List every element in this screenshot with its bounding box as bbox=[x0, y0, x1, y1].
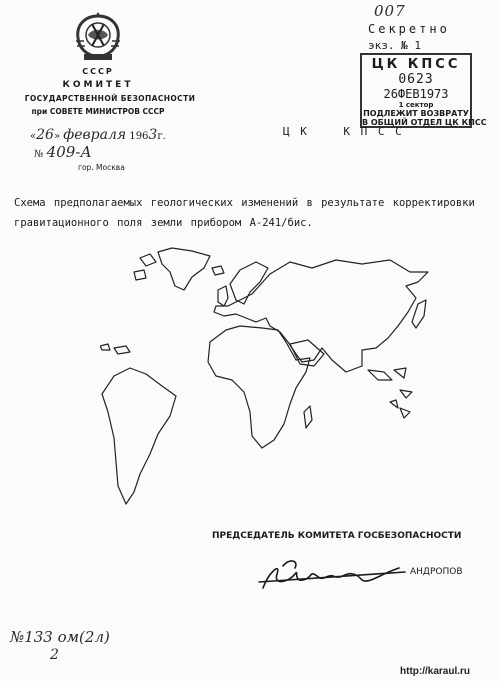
iceland-shape bbox=[212, 266, 224, 275]
stamp-date: 26ФЕВ1973 bbox=[383, 87, 449, 101]
greenland-shape bbox=[158, 248, 210, 290]
eurasia-shape bbox=[214, 260, 428, 372]
council-label: при СОВЕТЕ МИНИСТРОВ СССР bbox=[31, 107, 165, 116]
arctic-island-shape bbox=[134, 270, 146, 280]
secret-label: Секретно bbox=[368, 22, 450, 36]
world-map-outline bbox=[100, 242, 500, 512]
copy-label: экз. № 1 bbox=[368, 39, 421, 52]
state-security-label: ГОСУДАРСТВЕННОЙ БЕЗОПАСНОСТИ bbox=[24, 94, 196, 103]
indonesia-shape bbox=[368, 370, 392, 380]
signature-mark bbox=[255, 552, 415, 597]
map-caption: Схема предполагаемых геологических изменений в результате корректировки гравитационного поля земли прибором А-241/бис. bbox=[14, 197, 475, 229]
stamp-department: В ОБЩИЙ ОТДЕЛ ЦК КПСС bbox=[362, 118, 487, 127]
committee-label: КОМИТЕТ bbox=[62, 80, 134, 90]
handwritten-number: 007 bbox=[374, 2, 406, 20]
south-america-shape bbox=[102, 368, 176, 504]
stamp-return-note: ПОДЛЕЖИТ ВОЗВРАТУ bbox=[363, 109, 469, 118]
japan-shape bbox=[412, 300, 426, 328]
handwritten-note: №133 ом(2л) bbox=[10, 628, 110, 646]
caribbean-island-shape bbox=[114, 346, 130, 354]
caribbean-island-shape bbox=[100, 344, 110, 350]
britain-shape bbox=[218, 286, 228, 306]
island-shape bbox=[400, 390, 412, 398]
number-value: 409-А bbox=[46, 143, 92, 161]
addressee: Ц К К П С С bbox=[283, 125, 404, 138]
indonesia-shape bbox=[394, 368, 406, 378]
chairman-title: ПРЕДСЕДАТЕЛЬ КОМИТЕТА ГОСБЕЗОПАСНОСТИ bbox=[212, 531, 462, 541]
madagascar-shape bbox=[304, 406, 312, 428]
stamp-sector: 1 сектор bbox=[398, 101, 434, 109]
document-number bbox=[34, 143, 92, 161]
date-day: 26 bbox=[36, 127, 54, 143]
date-suffix: г. bbox=[157, 131, 166, 142]
city-label: гор. Москва bbox=[78, 163, 125, 172]
date-year-suffix: 3 bbox=[148, 127, 158, 143]
date-year-prefix: 196 bbox=[129, 131, 149, 142]
stamp-reg-number: 0623 bbox=[398, 72, 434, 87]
registration-stamp bbox=[360, 53, 487, 128]
africa-shape bbox=[208, 326, 310, 448]
arctic-island-shape bbox=[140, 254, 156, 266]
island-shape bbox=[390, 400, 398, 408]
number-label: № bbox=[34, 149, 44, 160]
stamp-org: ЦК КПСС bbox=[371, 57, 461, 72]
chairman-surname: АНДРОПОВ bbox=[410, 567, 463, 577]
date-month: февраля bbox=[63, 127, 127, 143]
country-label: СССР bbox=[82, 67, 114, 76]
source-url: http://karaul.ru bbox=[400, 666, 471, 677]
document-date: «26» февраля 1963г. bbox=[30, 127, 166, 143]
island-shape bbox=[400, 408, 410, 418]
ussr-emblem-icon bbox=[72, 8, 124, 64]
handwritten-mark: 2 bbox=[50, 647, 59, 663]
